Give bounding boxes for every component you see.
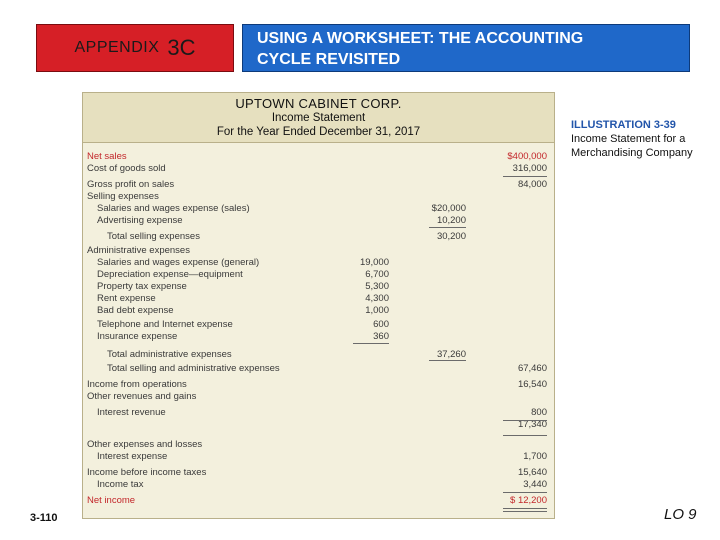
statement-row bbox=[83, 293, 554, 305]
row-label: Rent expense bbox=[97, 293, 156, 304]
row-label: Selling expenses bbox=[87, 191, 159, 202]
statement-row bbox=[83, 163, 554, 175]
row-amount: 600 bbox=[373, 319, 389, 330]
illustration-code: ILLUSTRATION 3-39 bbox=[571, 119, 676, 131]
row-amount: 19,000 bbox=[359, 257, 389, 268]
statement-row bbox=[83, 281, 554, 293]
chapter-title-line1: USING A WORKSHEET: THE ACCOUNTING bbox=[257, 30, 584, 47]
row-label: Administrative expenses bbox=[87, 245, 190, 256]
row-amount: 17,340 bbox=[517, 419, 547, 430]
underline-rule bbox=[503, 508, 547, 509]
row-label: Total administrative expenses bbox=[107, 349, 232, 360]
statement-row bbox=[83, 349, 554, 361]
statement-row bbox=[83, 495, 554, 507]
row-label: Telephone and Internet expense bbox=[97, 319, 233, 330]
underline-rule bbox=[429, 227, 466, 228]
row-label: Income from operations bbox=[87, 379, 187, 390]
learning-objective: LO 9 bbox=[664, 506, 697, 523]
statement-row bbox=[83, 391, 554, 403]
row-label: Interest expense bbox=[97, 451, 168, 462]
statement-row bbox=[83, 419, 554, 431]
statement-row bbox=[83, 151, 554, 163]
statement-header bbox=[83, 93, 554, 143]
row-amount: 15,640 bbox=[517, 467, 547, 478]
row-amount: 16,540 bbox=[517, 379, 547, 390]
row-amount: 800 bbox=[531, 407, 547, 418]
row-label: Insurance expense bbox=[97, 331, 178, 342]
statement-row bbox=[83, 319, 554, 331]
statement-row bbox=[83, 245, 554, 257]
row-amount: $20,000 bbox=[431, 203, 466, 214]
statement-row bbox=[83, 379, 554, 391]
row-label: Gross profit on sales bbox=[87, 179, 175, 190]
row-label: Bad debt expense bbox=[97, 305, 174, 316]
row-label: Income tax bbox=[97, 479, 144, 490]
row-amount: 1,700 bbox=[523, 451, 547, 462]
row-amount: 67,460 bbox=[517, 363, 547, 374]
statement-row bbox=[83, 439, 554, 451]
row-label: Depreciation expense—equipment bbox=[97, 269, 243, 280]
underline-rule bbox=[503, 492, 547, 493]
row-amount: $400,000 bbox=[507, 151, 547, 162]
statement-row bbox=[83, 203, 554, 215]
statement-row bbox=[83, 467, 554, 479]
statement-row bbox=[83, 451, 554, 463]
row-label: Cost of goods sold bbox=[87, 163, 166, 174]
row-amount: 4,300 bbox=[365, 293, 389, 304]
illustration-caption bbox=[571, 118, 706, 160]
appendix-box bbox=[36, 24, 234, 72]
row-amount: 316,000 bbox=[512, 163, 547, 174]
statement-row bbox=[83, 407, 554, 419]
underline-rule bbox=[503, 420, 547, 421]
underline-rule bbox=[503, 435, 547, 436]
illustration-text: Income Statement for a Merchandising Company bbox=[571, 133, 693, 159]
underline-rule bbox=[429, 360, 466, 361]
row-amount: 1,000 bbox=[365, 305, 389, 316]
row-amount: 5,300 bbox=[365, 281, 389, 292]
underline-rule bbox=[503, 176, 547, 177]
row-label: Other revenues and gains bbox=[87, 391, 197, 402]
row-label: Total selling expenses bbox=[107, 231, 200, 242]
row-label: Net income bbox=[87, 495, 136, 506]
row-label: Salaries and wages expense (sales) bbox=[97, 203, 250, 214]
statement-row bbox=[83, 269, 554, 281]
row-amount: $ 12,200 bbox=[510, 495, 547, 506]
income-statement bbox=[82, 92, 555, 519]
row-amount: 84,000 bbox=[517, 179, 547, 190]
statement-row bbox=[83, 215, 554, 227]
statement-row bbox=[83, 331, 554, 343]
underline-rule bbox=[503, 511, 547, 512]
row-label: Total selling and administrative expenses bbox=[107, 363, 280, 374]
statement-row bbox=[83, 257, 554, 269]
appendix-label: APPENDIX bbox=[74, 39, 160, 56]
statement-period: For the Year Ended December 31, 2017 bbox=[216, 126, 421, 138]
row-label: Salaries and wages expense (general) bbox=[97, 257, 260, 268]
row-label: Advertising expense bbox=[97, 215, 183, 226]
row-label: Net sales bbox=[87, 151, 127, 162]
statement-row bbox=[83, 305, 554, 317]
row-amount: 360 bbox=[373, 331, 389, 342]
row-amount: 3,440 bbox=[523, 479, 547, 490]
underline-rule bbox=[353, 343, 389, 344]
row-amount: 6,700 bbox=[365, 269, 389, 280]
row-label: Property tax expense bbox=[97, 281, 187, 292]
row-amount: 10,200 bbox=[436, 215, 466, 226]
statement-row bbox=[83, 479, 554, 491]
company-name: UPTOWN CABINET CORP. bbox=[235, 96, 402, 111]
row-amount: 37,260 bbox=[436, 349, 466, 360]
statement-title: Income Statement bbox=[271, 112, 366, 124]
statement-row bbox=[83, 179, 554, 191]
page-number: 3-110 bbox=[30, 512, 58, 524]
appendix-number: 3C bbox=[167, 35, 196, 60]
statement-row bbox=[83, 231, 554, 243]
chapter-title-box bbox=[242, 24, 690, 72]
row-label: Income before income taxes bbox=[87, 467, 207, 478]
row-label: Other expenses and losses bbox=[87, 439, 203, 450]
statement-row bbox=[83, 191, 554, 203]
chapter-title-line2: CYCLE REVISITED bbox=[257, 51, 401, 68]
row-label: Interest revenue bbox=[97, 407, 166, 418]
statement-row bbox=[83, 363, 554, 375]
row-amount: 30,200 bbox=[436, 231, 466, 242]
